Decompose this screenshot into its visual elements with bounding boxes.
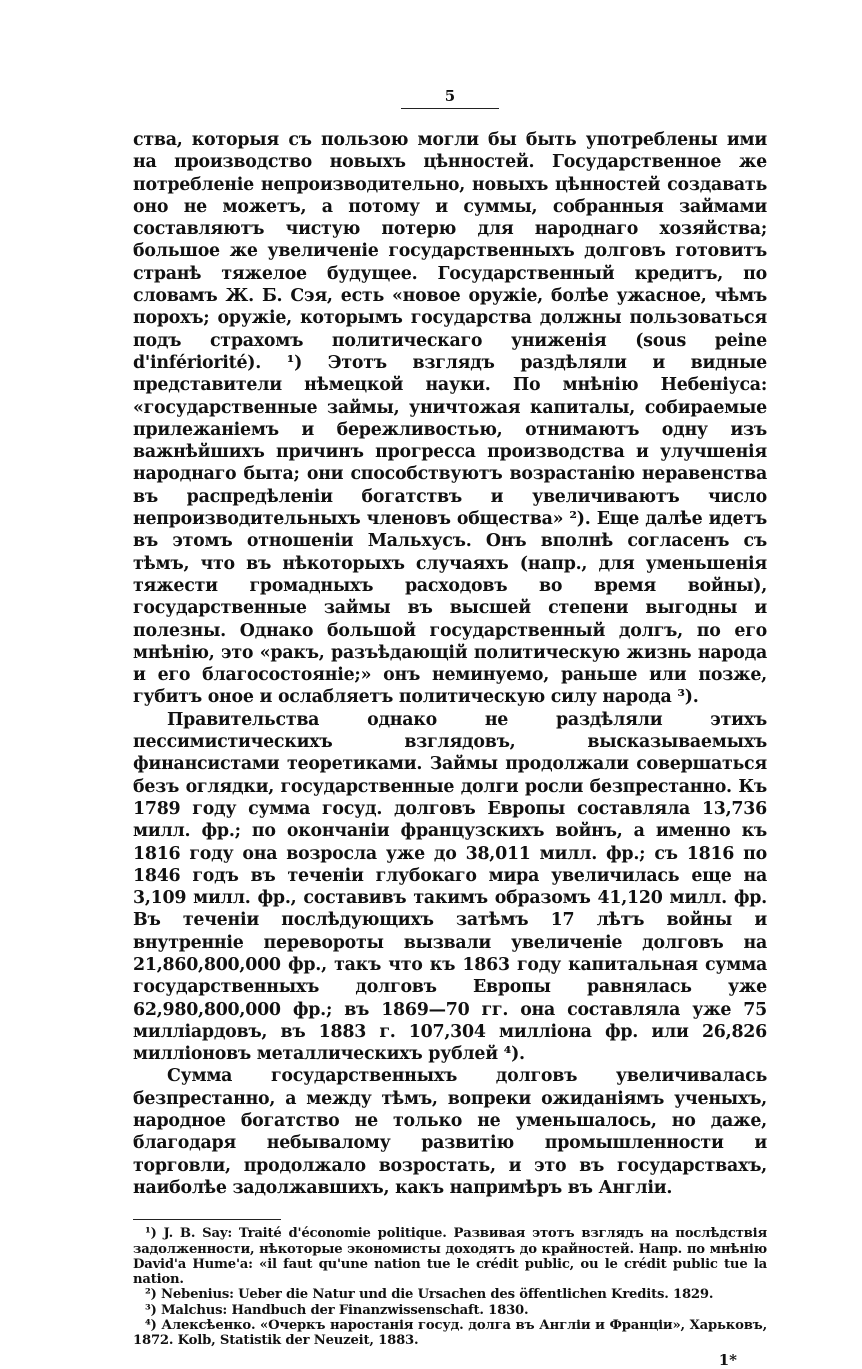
footnote-3: ³) Malchus: Handbuch der Finanzwissenschaft. 1830. xyxy=(145,1302,529,1318)
page xyxy=(133,86,767,1369)
main-text xyxy=(133,129,767,1199)
footnote-2: ²) Nebenius: Ueber die Natur und die Ursachen des öffentlichen Kredits. 1829. xyxy=(145,1287,714,1303)
footnote-rule xyxy=(133,1219,281,1220)
footnote-1: ¹) J. B. Say: Traité d'économie politique. Развивая этотъ взглядъ на послѣдствія задолженности, нѣкоторые экономисты доходятъ до крайностей. Напр. по мнѣнію David'a Hume'a: «il faut qu'une nation tue le crédit public, ou le crédit public tue la nation. xyxy=(133,1226,767,1288)
paragraph-1: ства, которыя съ пользою могли бы быть употреблены ими на производство новыхъ цѣнностей. Государственное же потребленіе непроизводительно, новыхъ цѣнностей создавать оно не можетъ, а потому и суммы, собранныя займами составляютъ чистую потерю для народнаго хозяйства; большое же увеличеніе государственныхъ долговъ готовитъ странѣ тяжелое будущее. Государственный кредитъ, по словамъ Ж. Б. Сэя, есть «новое оружіе, болѣе ужасное, чѣмъ порохъ; оружіе, которымъ государства должны пользоваться подъ страхомъ политическаго униженія (sous peine d'infériorité). ¹) Этотъ взглядъ раздѣляли и видные представители нѣмецкой науки. По мнѣнію Небеніуса: «государственные займы, уничтожая капиталы, собираемые прилежаніемъ и бережливостью, отнимаютъ одну изъ важнѣйшихъ причинъ прогресса производства и улучшенія народнаго быта; они способствуютъ возрастанію неравенства въ распредѣленіи богатствъ и увеличиваютъ число непроизводительныхъ членовъ общества» ²). Еще далѣе идетъ въ этомъ отношеніи Мальхусъ. Онъ вполнѣ согласенъ съ тѣмъ, что въ нѣкоторыхъ случаяхъ (напр., для уменьшенія тяжести громадныхъ расходовъ во время войны), государственные займы въ высшей степени выгодны и полезны. Однако большой государственный долгъ, по его мнѣнію, это «ракъ, разъѣдающій политическую жизнь народа и его благосостояніе;» онъ неминуемо, раньше или позже, губитъ оное и ослабляетъ политическую силу народа ³). xyxy=(133,130,767,708)
page-number: 5 xyxy=(444,87,456,105)
footnote-4: ⁴) Алексѣенко. «Очеркъ наростанія госуд. долга въ Англіи и Франціи», Харьковъ, 1872. Kolb, Statistik der Neuzeit, 1883. xyxy=(133,1318,767,1349)
signature-mark: 1* xyxy=(718,1350,737,1369)
footnotes xyxy=(133,1226,767,1348)
paragraph-2: Правительства однако не раздѣляли этихъ пессимистическихъ взглядовъ, высказываемыхъ финансистами теоретиками. Займы продолжали совершаться безъ оглядки, государственные долги росли безпрестанно. Къ 1789 году сумма госуд. долговъ Европы составляла 13,736 милл. фр.; по окончаніи французскихъ войнъ, а именно къ 1816 году она возросла уже до 38,011 милл. фр.; съ 1816 по 1846 годъ въ теченіи глубокаго мира увеличилась еще на 3,109 милл. фр., составивъ такимъ образомъ 41,120 милл. фр. Въ теченіи послѣдующихъ затѣмъ 17 лѣтъ войны и внутренніе перевороты вызвали увеличеніе долговъ на 21,860,800,000 фр., такъ что къ 1863 году капитальная сумма государственныхъ долговъ Европы равнялась уже 62,980,800,000 фр.; въ 1869—70 гг. она составляла уже 75 миллiардовъ, въ 1883 г. 107,304 милліона фр. или 26,826 милліоновъ металлическихъ рублей ⁴). xyxy=(133,709,767,1065)
header-rule xyxy=(401,108,499,109)
paragraph-3: Сумма государственныхъ долговъ увеличивалась безпрестанно, а между тѣмъ, вопреки ожиданіямъ ученыхъ, народное богатство не только не уменьшалось, но даже, благодаря небывалому развитію промышленности и торговли, продолжало возростать, и это въ государствахъ, наиболѣе задолжавшихъ, какъ напримѣръ въ Англіи. xyxy=(133,1066,767,1198)
